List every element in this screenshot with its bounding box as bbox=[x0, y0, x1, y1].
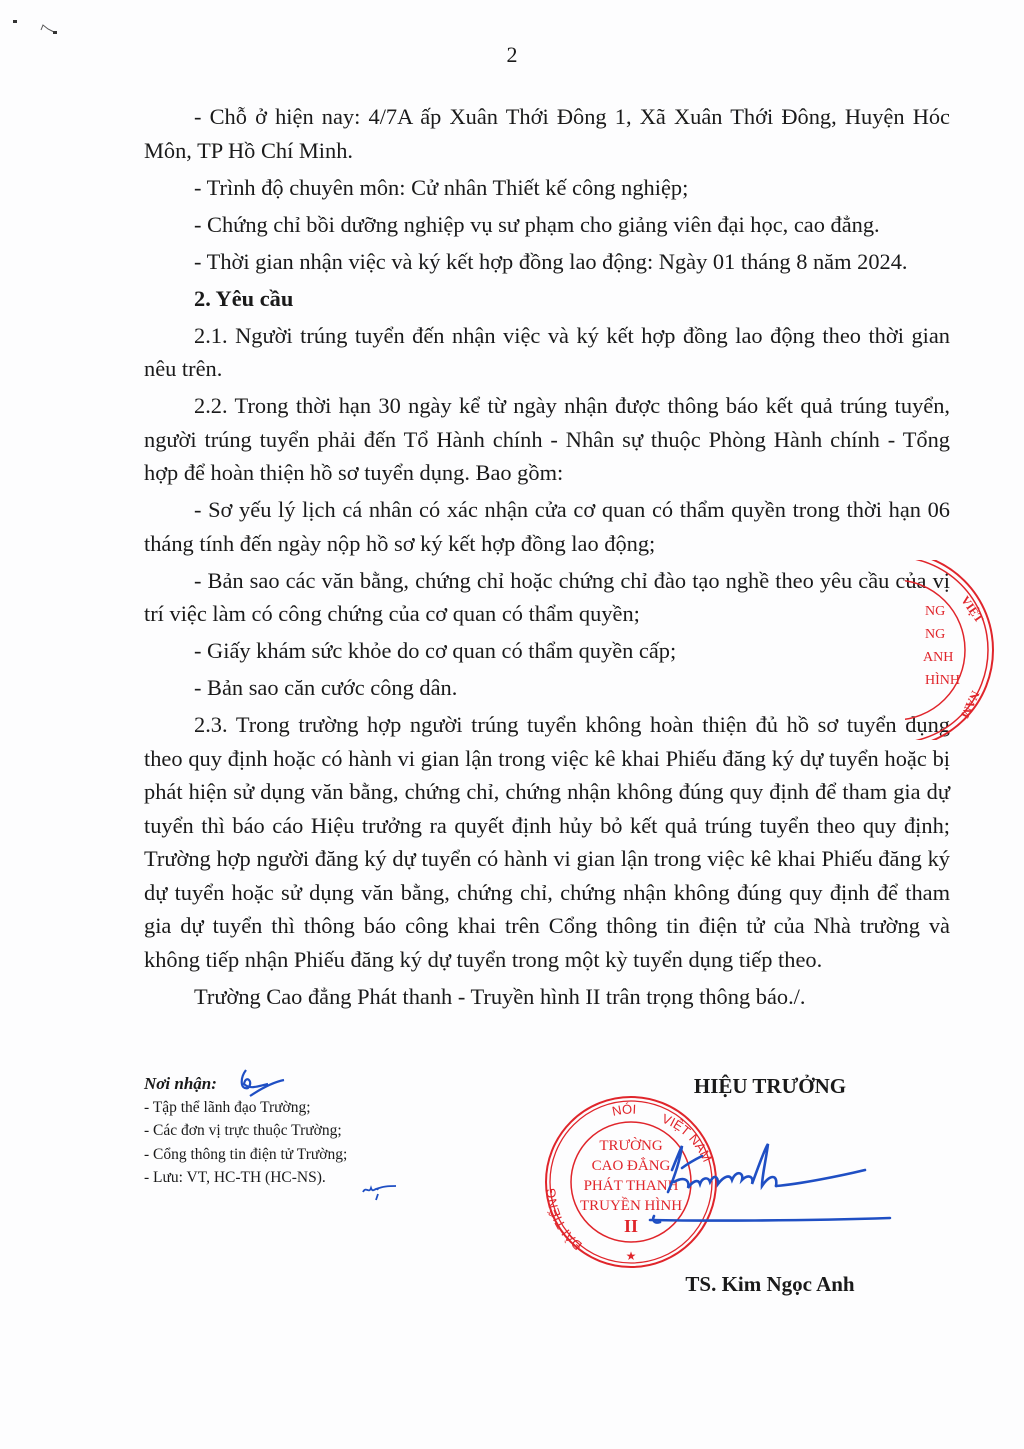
stamp-inner-line: II bbox=[623, 1216, 639, 1236]
signer-name: TS. Kim Ngọc Anh bbox=[685, 1272, 855, 1296]
stamp-inner-line: TRUYỀN HÌNH bbox=[579, 1198, 683, 1214]
recipients-title: Nơi nhận: bbox=[144, 1074, 217, 1093]
stamp-inner-line: TRƯỜNG bbox=[599, 1138, 663, 1154]
partial-stamp bbox=[905, 560, 1024, 740]
recipient-item: - Các đơn vị trực thuộc Trường; bbox=[144, 1122, 342, 1139]
paragraph-residence: - Chỗ ở hiện nay: 4/7A ấp Xuân Thới Đông 1, Xã Xuân Thới Đông, Huyện Hóc Môn, TP Hồ Chí Minh. bbox=[144, 104, 950, 163]
stamp-inner-line: PHÁT THANH bbox=[583, 1178, 679, 1194]
requirement-item-cv: - Sơ yếu lý lịch cá nhân có xác nhận cửa cơ quan có thẩm quyền trong thời hạn 06 tháng tính đến ngày nộp hồ sơ ký kết hợp đồng lao động; bbox=[144, 497, 950, 556]
paragraph-qualification: - Trình độ chuyên môn: Cử nhân Thiết kế công nghiệp; bbox=[194, 174, 689, 200]
paragraph-start-date: - Thời gian nhận việc và ký kết hợp đồng lao động: Ngày 01 tháng 8 năm 2024. bbox=[194, 248, 908, 274]
initial-mark bbox=[360, 1180, 400, 1202]
requirement-2-1: 2.1. Người trúng tuyển đến nhận việc và ký kết hợp đồng lao động theo thời gian nêu trên. bbox=[144, 322, 950, 381]
stamp-ring-text-left: ĐÀI TIẾNG bbox=[543, 1187, 585, 1254]
recipient-item: - Cổng thông tin điện tử Trường; bbox=[144, 1145, 348, 1163]
recipient-item: - Lưu: VT, HC-TH (HC-NS). bbox=[144, 1169, 326, 1186]
requirement-2-3: 2.3. Trong trường hợp người trúng tuyển không hoàn thiện đủ hồ sơ tuyển dụng theo quy định hoặc có hành vi gian lận trong việc kê khai Phiếu đăng ký dự tuyển hoặc bị phát hiện sử dụng văn bằng, chứng chỉ, chứng nhận không đúng quy định để tham gia dự tuyển thì báo cáo Hiệu trưởng ra quyết định hủy bỏ kết quả trúng tuyển theo quy định; Trường hợp người đăng ký dự tuyển có hành vi gian lận trong việc kê khai Phiếu đăng ký dự tuyển hoặc sử dụng văn bằng, chứng chỉ, chứng nhận không đúng quy định để tham gia dự tuyển thì thông báo công khai trên Cổng thông tin điện tử của Nhà trường và không tiếp nhận Phiếu đăng ký dự tuyển trong một kỳ tuyển dụng tiếp theo. bbox=[144, 712, 950, 972]
stamp-star-icon: ★ bbox=[625, 1249, 637, 1263]
requirement-2-2: 2.2. Trong thời hạn 30 ngày kể từ ngày nhận được thông báo kết quả trúng tuyển, người trúng tuyển phải đến Tổ Hành chính - Nhân sự thuộc Phòng Hành chính - Tổng hợp để hoàn thiện hồ sơ tuyển dụng. Bao gồm: bbox=[144, 393, 950, 485]
page-number: 2 bbox=[506, 42, 518, 67]
partial-stamp-line: ANH bbox=[923, 650, 954, 665]
paragraph-certificate: - Chứng chỉ bồi dưỡng nghiệp vụ sư phạm cho giảng viên đại học, cao đẳng. bbox=[194, 211, 880, 237]
section-heading: 2. Yêu cầu bbox=[194, 285, 294, 311]
requirement-item-diplomas: - Bản sao các văn bằng, chứng chỉ hoặc chứng chỉ đào tạo nghề theo yêu cầu của vị trí việc làm có công chứng của cơ quan có thẩm quyền; bbox=[144, 567, 950, 626]
recipient-item: - Tập thể lãnh đạo Trường; bbox=[144, 1098, 311, 1116]
handwritten-signature bbox=[640, 1120, 910, 1240]
partial-stamp-ring-text: NAM bbox=[957, 688, 983, 721]
partial-stamp-ring-text: VIỆT bbox=[958, 593, 987, 626]
partial-stamp-line: NG bbox=[925, 627, 946, 642]
stamp-ring-text-top: NÓI bbox=[610, 1101, 637, 1119]
requirement-item-health: - Giấy khám sức khỏe do cơ quan có thẩm quyền cấp; bbox=[194, 638, 677, 663]
scan-specks bbox=[0, 0, 80, 40]
closing-statement: Trường Cao đẳng Phát thanh - Truyền hình II trân trọng thông báo./. bbox=[194, 983, 806, 1009]
requirement-item-id: - Bản sao căn cước công dân. bbox=[194, 675, 458, 700]
signer-title: HIỆU TRƯỞNG bbox=[693, 1074, 847, 1098]
partial-stamp-line: NG bbox=[925, 604, 946, 619]
stamp-ring-text-right: VIỆT NAM bbox=[659, 1110, 715, 1165]
partial-stamp-line: HÌNH bbox=[925, 673, 960, 688]
initial-mark bbox=[228, 1060, 288, 1105]
stamp-inner-line: CAO ĐẲNG bbox=[591, 1158, 671, 1174]
document-body bbox=[144, 100, 950, 1017]
